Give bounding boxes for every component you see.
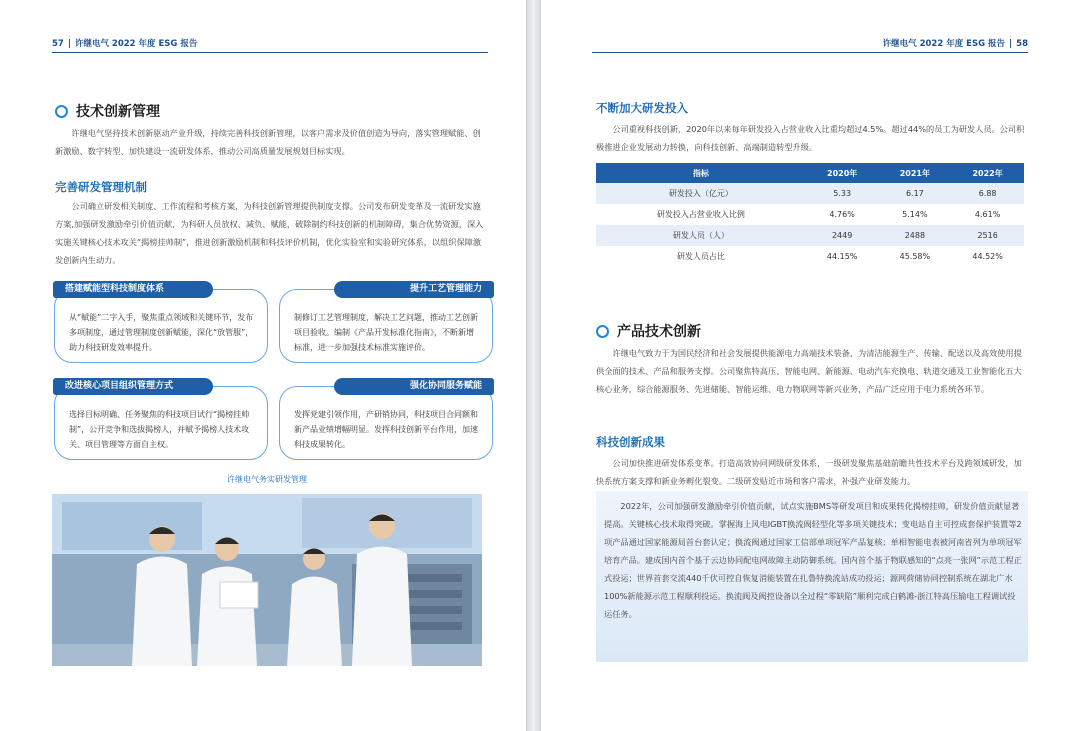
table-row	[596, 225, 1024, 246]
table-header-cell: 2022年	[951, 163, 1024, 183]
table-row	[596, 183, 1024, 204]
product-innovation-title	[596, 321, 701, 341]
card-process-management	[279, 284, 493, 363]
table-cell: 2449	[806, 225, 879, 246]
rd-investment-text: 公司重视科技创新，2020年以来每年研发投入占营业收入比重均超过4.5%。超过44%的员工为研发人员。公司积极推进企业发展动力转换，向科技创新、高端制造转型升级。	[596, 124, 1025, 152]
tech-innovation-intro: 许继电气坚持技术创新驱动产业升级，持续完善科技创新管理，以客户需求及价值创造为导向，落实管理赋能、创新激励、数字转型、加快建设一流研发体系，推动公司高质量发展规划目标实现。	[55, 128, 481, 156]
card-text: 选择目标明确、任务聚焦的科技项目试行“揭榜挂帅制”，公开竞争和选拔揭榜人，并赋予揭榜人技术攻关、项目管理等方面自主权。	[69, 410, 250, 449]
card-text: 发挥党建引领作用，产研销协同，科技项目合同额和新产品业绩增幅明显。发挥科技创新平台作用，加速科技成果转化。	[294, 410, 478, 449]
rd-investment-table	[596, 163, 1024, 267]
card-title: 强化协同服务赋能	[334, 378, 494, 395]
section-title-text: 技术创新管理	[76, 104, 160, 120]
card-title: 改进核心项目组织管理方式	[53, 378, 213, 395]
card-title: 提升工艺管理能力	[334, 281, 494, 298]
table-header-cell: 指标	[596, 163, 806, 183]
table-cell: 研发投入（亿元）	[596, 183, 806, 204]
table-cell: 研发人员占比	[596, 246, 806, 267]
right-header-rule	[592, 52, 1028, 53]
card-text: 制修订工艺管理制度，解决工艺问题，推动工艺创新项目验收。编制《产品开发标准化指南》，不断新增标准，进一步加强技术标准实施评价。	[294, 313, 478, 352]
achievements-detail-text: 2022年，公司加强研发激励牵引价值贡献，试点实施BMS等研发项目和成果转化揭榜挂帅，研发价值贡献显著提高。关键核心技术取得突破。掌握海上风电IGBT换流阀轻型化等多项关键技术；变电站自主可控成套保护装置等2项产品通过国家能源局首台套认定；换流阀通过国家工信部单项冠军产品复核；单相智能电表被河南省列为单项冠军培育产品。建成国内首个基于云边协同配电网故障主动防御系统。国内首个基于物联感知的“点亮一张网”示范工程正式投运；世界首套交流440千伏可控自恢复消能装置在扎鲁特换流站成功投运；源网荷储协同控制系统在湖北广水100%新能源示范工程顺利投运。换流阀及阀控设备以全过程“零缺陷”顺利完成白鹤滩-浙江特高压输电工程调试投运任务。	[604, 501, 1022, 619]
section-title-text: 产品技术创新	[617, 324, 701, 340]
table-cell: 2488	[879, 225, 952, 246]
table-cell: 44.15%	[806, 246, 879, 267]
table-cell: 44.52%	[951, 246, 1024, 267]
photo-caption: 许继电气务实研发管理	[227, 475, 307, 484]
lab-photo	[52, 494, 482, 666]
table-cell: 6.88	[951, 183, 1024, 204]
table-header-row	[596, 163, 1024, 183]
card-collaboration	[279, 381, 493, 460]
table-cell: 2516	[951, 225, 1024, 246]
table-cell: 45.58%	[879, 246, 952, 267]
right-page-number: 58	[1016, 39, 1028, 49]
table-cell: 5.14%	[879, 204, 952, 225]
rd-investment-title: 不断加大研发投入	[596, 101, 688, 115]
card-enabling-system	[54, 284, 268, 363]
left-page-header: 57 | 许继电气 2022 年度 ESG 报告	[52, 39, 198, 49]
left-report-title: 许继电气 2022 年度 ESG 报告	[74, 39, 198, 49]
table-cell: 研发投入占营业收入比例	[596, 204, 806, 225]
right-report-title: 许继电气 2022 年度 ESG 报告	[882, 39, 1006, 49]
table-cell: 4.61%	[951, 204, 1024, 225]
rd-mechanism-title: 完善研发管理机制	[55, 180, 147, 194]
table-header-cell: 2020年	[806, 163, 879, 183]
table-cell: 4.76%	[806, 204, 879, 225]
book-gutter	[527, 0, 540, 731]
table-row	[596, 246, 1024, 267]
achievements-intro: 公司加快推进研发体系变革。打造高效协同网级研发体系，一级研发聚焦基础前瞻共性技术平台及跨领域研发，加快系统方案支撑和新业务孵化裂变。二级研发贴近市场和客户需求，补强产业研发能力。	[596, 458, 1022, 486]
card-text: 从“赋能”二字入手，聚焦重点领域和关键环节，发布多项制度，通过管理制度创新赋能，深化“放管服”，助力科技研发效率提升。	[69, 313, 254, 352]
circle-bullet-icon	[55, 105, 68, 118]
tech-innovation-title	[55, 101, 160, 121]
card-title: 搭建赋能型科技制度体系	[53, 281, 213, 298]
achievements-title: 科技创新成果	[596, 435, 665, 449]
table-header-cell: 2021年	[879, 163, 952, 183]
right-page-header: 许继电气 2022 年度 ESG 报告 | 58	[882, 39, 1028, 49]
rd-mechanism-text: 公司确立研发相关制度、工作流程和考核方案，为科技创新管理提供制度支撑。公司发布研发变革及一流研发实施方案,加强研发激励牵引价值贡献，为科研人员放权、减负、赋能，破除制约科技创新的机制障碍，集合优势资源，深入实施关键核心技术攻关“揭榜挂帅制”，推进创新激励机制和科技评价机制，优化实验室和实验研究体系，以组织保障激发创新内生动力。	[55, 201, 484, 265]
left-page-number: 57	[52, 39, 64, 49]
table-cell: 6.17	[879, 183, 952, 204]
table-row	[596, 204, 1024, 225]
lab-photo-illustration	[52, 494, 482, 666]
left-header-rule	[52, 52, 488, 53]
table-cell: 5.33	[806, 183, 879, 204]
table-cell: 研发人员（人）	[596, 225, 806, 246]
product-innovation-text: 许继电气致力于为国民经济和社会发展提供能源电力高端技术装备，为清洁能源生产、传输、配送以及高效使用提供全面的技术、产品和服务支撑。公司聚焦特高压、智能电网、新能源、电动汽车充换电、轨道交通及工业智能化五大核心业务，综合能源服务、先进储能、智能运维、电力物联网等新兴业务，产品广泛应用于电力系统各环节。	[596, 348, 1022, 394]
circle-bullet-icon	[596, 325, 609, 338]
card-core-project	[54, 381, 268, 460]
